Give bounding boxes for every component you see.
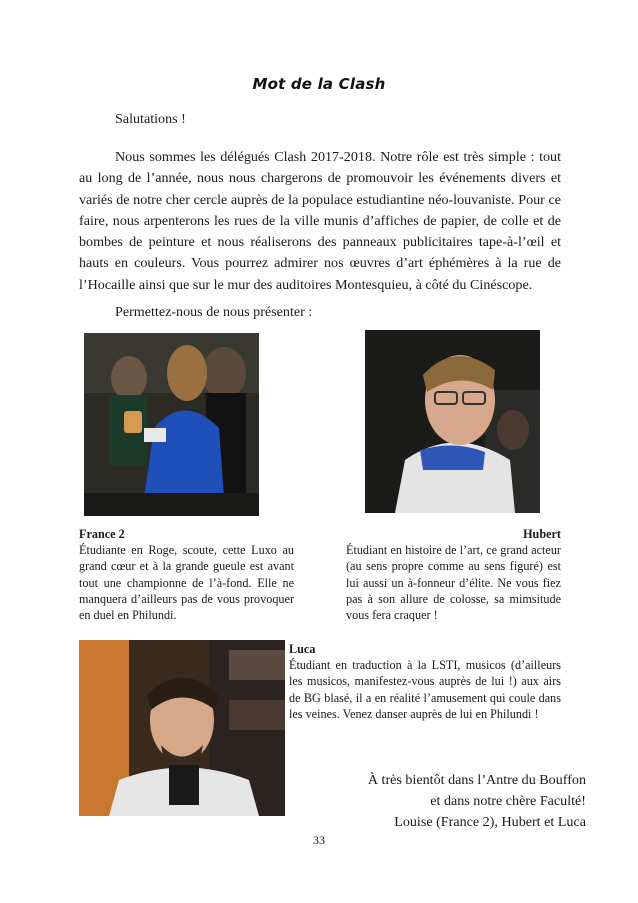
caption-name: France 2 — [79, 527, 125, 541]
greeting: Salutations ! — [115, 111, 186, 127]
page-number: 33 — [313, 833, 325, 847]
presentation-line: Permettez-nous de nous présenter : — [115, 304, 313, 320]
page-title: Mot de la Clash — [252, 75, 386, 93]
caption-name: Hubert — [523, 527, 561, 541]
closing-line-1: À très bientôt dans l’Antre du Bouffon — [367, 772, 586, 788]
caption-hubert — [346, 526, 561, 623]
intro-paragraph: Nous sommes les délégués Clash 2017-2018. Notre rôle est très simple : tout au long de l’année, nous nous chargerons de promouvoir les événements divers et variés de notre cher cercle auprès de la populace estudiantine néo-louvaniste. Pour ce faire, nous arpenterons les rues de la ville munis d’affiches de papier, de colle et de bombes de peinture et nous réaliserons des panneaux publicitaires tape-à-l’œil et hauts en couleurs. Vous pourrez admirer nos œuvres d’art éphémères à la rue de l’Hocaille ainsi que sur le mur des auditoires Montesquieu, à côté du Cinéscope. — [79, 149, 561, 293]
closing-line-3: Louise (France 2), Hubert et Luca — [394, 814, 586, 830]
caption-text: Étudiante en Roge, scoute, cette Luxo au grand cœur et à la grande gueule est avant tout une championne de l’à-fond. Elle ne manquera d’ailleurs pas de vous provoquer en duel en Philundi. — [79, 543, 294, 623]
caption-text: Étudiant en traduction à la LSTI, musicos (d’ailleurs les musicos, manifestez-vous auprès de lui !) aux airs de BG blasé, il a en réalité l’amusement qui coule dans les veines. Venez danser auprès de lui en Philundi ! — [289, 658, 561, 721]
caption-name: Luca — [289, 642, 316, 656]
caption-france-2 — [79, 526, 294, 623]
photo-france-2 — [84, 333, 259, 516]
closing-line-2: et dans notre chère Faculté! — [430, 793, 586, 809]
photo-hubert — [365, 330, 540, 513]
closing-signature — [368, 770, 586, 833]
photo-luca — [79, 640, 285, 816]
caption-text: Étudiant en histoire de l’art, ce grand acteur (au sens propre comme au sens figuré) est lui aussi un à-fonneur d’élite. Ne vous fiez pas à son allure de colosse, sa mimsitude vous fera craquer ! — [346, 543, 561, 623]
caption-luca — [289, 641, 561, 722]
